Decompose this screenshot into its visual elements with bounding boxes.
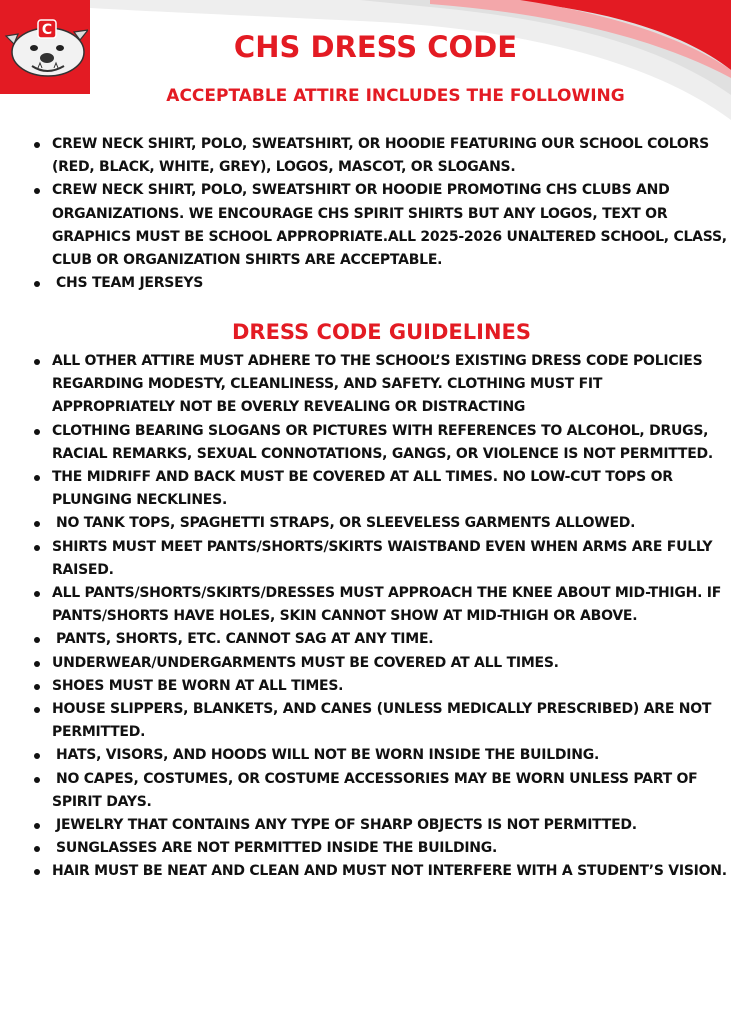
logo-letter: C (41, 22, 53, 38)
list-item: THE MIDRIFF AND BACK MUST BE COVERED AT ALL TIMES. NO LOW-CUT TOPS OR PLUNGING NECKLINES. (34, 466, 729, 512)
list-item-text: NO CAPES, COSTUMES, OR COSTUME ACCESSORIES MAY BE WORN UNLESS PART OF SPIRIT DAYS. (52, 770, 698, 810)
list-item (34, 272, 729, 295)
list-item: CREW NECK SHIRT, POLO, SWEATSHIRT, OR HOODIE FEATURING OUR SCHOOL COLORS (RED, BLACK, WHITE, GREY), LOGOS, MASCOT, OR SLOGANS. (34, 133, 729, 179)
acceptable-attire-list (34, 133, 729, 295)
guidelines-heading: DRESS CODE GUIDELINES (231, 320, 532, 344)
list-item-text: NO TANK TOPS, SPAGHETTI STRAPS, OR SLEEVELESS GARMENTS ALLOWED. (56, 515, 636, 532)
header-swoosh (0, 0, 731, 140)
list-item (34, 814, 729, 837)
list-item-text: HATS, VISORS, AND HOODS WILL NOT BE WORN INSIDE THE BUILDING. (56, 747, 600, 764)
acceptable-attire-heading: ACCEPTABLE ATTIRE INCLUDES THE FOLLOWING (166, 86, 625, 106)
list-item (34, 512, 729, 535)
page-title: CHS DRESS CODE (233, 30, 518, 64)
list-item: CREW NECK SHIRT, POLO, SWEATSHIRT OR HOODIE PROMOTING CHS CLUBS AND ORGANIZATIONS. WE ENCOURAGE CHS SPIRIT SHIRTS BUT ANY LOGOS, TEXT OR GRAPHICS MUST BE SCHOOL APPROPRIATE.ALL 2025-2026 UNALTERED SCHOOL, CLASS, CLUB OR ORGANIZATION SHIRTS ARE ACCEPTABLE. (34, 179, 729, 272)
list-item (34, 837, 729, 860)
list-item-text: SUNGLASSES ARE NOT PERMITTED INSIDE THE BUILDING. (56, 840, 498, 857)
list-item: SHIRTS MUST MEET PANTS/SHORTS/SKIRTS WAISTBAND EVEN WHEN ARMS ARE FULLY RAISED. (34, 536, 729, 582)
guidelines-list (34, 350, 729, 884)
list-item: UNDERWEAR/UNDERGARMENTS MUST BE COVERED AT ALL TIMES. (34, 652, 729, 675)
list-item (34, 744, 729, 767)
list-item-text: JEWELRY THAT CONTAINS ANY TYPE OF SHARP OBJECTS IS NOT PERMITTED. (56, 817, 637, 834)
list-item (34, 768, 729, 814)
list-item: SHOES MUST BE WORN AT ALL TIMES. (34, 675, 729, 698)
list-item: ALL OTHER ATTIRE MUST ADHERE TO THE SCHOOL’S EXISTING DRESS CODE POLICIES REGARDING MODESTY, CLEANLINESS, AND SAFETY. CLOTHING MUST FIT APPROPRIATELY NOT BE OVERLY REVEALING OR DISTRACTING (34, 350, 729, 420)
list-item: ALL PANTS/SHORTS/SKIRTS/DRESSES MUST APPROACH THE KNEE ABOUT MID-THIGH. IF PANTS/SHORTS HAVE HOLES, SKIN CANNOT SHOW AT MID-THIGH OR ABOVE. (34, 582, 729, 628)
list-item: HOUSE SLIPPERS, BLANKETS, AND CANES (UNLESS MEDICALLY PRESCRIBED) ARE NOT PERMITTED. (34, 698, 729, 744)
list-item: CLOTHING BEARING SLOGANS OR PICTURES WITH REFERENCES TO ALCOHOL, DRUGS, RACIAL REMARKS, SEXUAL CONNOTATIONS, GANGS, OR VIOLENCE IS NOT PERMITTED. (34, 420, 729, 466)
list-item (34, 628, 729, 651)
list-item: HAIR MUST BE NEAT AND CLEAN AND MUST NOT INTERFERE WITH A STUDENT’S VISION. (34, 860, 729, 883)
list-item-text: CHS TEAM JERSEYS (56, 275, 204, 292)
list-item-text: PANTS, SHORTS, ETC. CANNOT SAG AT ANY TIME. (56, 631, 434, 648)
